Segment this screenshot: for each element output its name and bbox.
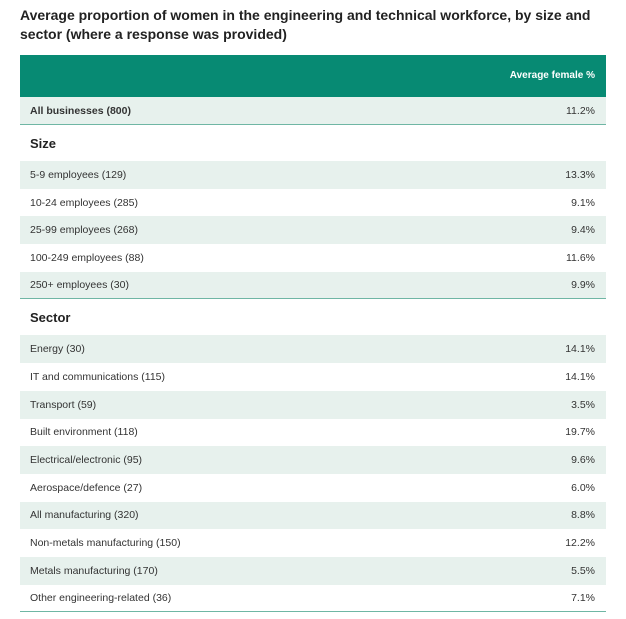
row-value: 8.8% bbox=[571, 509, 595, 522]
table-row-all-businesses bbox=[20, 97, 606, 125]
row-value: 9.1% bbox=[571, 196, 595, 209]
table-row bbox=[20, 189, 606, 217]
table-row bbox=[20, 557, 606, 585]
row-value: 7.1% bbox=[571, 591, 595, 604]
table-row bbox=[20, 161, 606, 189]
row-value: 11.2% bbox=[566, 104, 595, 117]
row-label: Built environment (118) bbox=[30, 426, 138, 439]
table-row bbox=[20, 419, 606, 447]
row-label: Other engineering-related (36) bbox=[30, 591, 172, 604]
row-label: 5-9 employees (129) bbox=[30, 168, 127, 181]
table-row bbox=[20, 446, 606, 474]
row-value: 12.2% bbox=[565, 537, 595, 550]
table-row bbox=[20, 585, 606, 613]
row-label: IT and communications (115) bbox=[30, 370, 166, 383]
row-label: 100-249 employees (88) bbox=[30, 251, 144, 264]
section-heading-size: Size bbox=[30, 135, 57, 151]
row-label: 250+ employees (30) bbox=[30, 279, 129, 292]
table-row bbox=[20, 272, 606, 300]
table-row bbox=[20, 502, 606, 530]
row-label: 10-24 employees (285) bbox=[30, 196, 138, 209]
table-row bbox=[20, 529, 606, 557]
row-label: All businesses (800) bbox=[30, 104, 131, 117]
column-header-average-female: Average female % bbox=[509, 70, 595, 81]
table-row bbox=[20, 363, 606, 391]
row-label: All manufacturing (320) bbox=[30, 509, 139, 522]
row-value: 9.6% bbox=[571, 454, 595, 467]
table-row bbox=[20, 335, 606, 363]
row-label: Transport (59) bbox=[30, 398, 97, 411]
row-value: 5.5% bbox=[571, 564, 595, 577]
row-value: 9.9% bbox=[571, 279, 595, 292]
row-value: 13.3% bbox=[565, 168, 595, 181]
row-value: 6.0% bbox=[571, 481, 595, 494]
table-header bbox=[20, 55, 606, 97]
row-label: Electrical/electronic (95) bbox=[30, 454, 143, 467]
row-label: Aerospace/defence (27) bbox=[30, 481, 143, 494]
row-value: 9.4% bbox=[571, 224, 595, 237]
row-value: 3.5% bbox=[571, 398, 595, 411]
table-row bbox=[20, 474, 606, 502]
row-value: 14.1% bbox=[565, 343, 595, 356]
table-row bbox=[20, 216, 606, 244]
row-label: Energy (30) bbox=[30, 343, 85, 356]
row-value: 19.7% bbox=[565, 426, 595, 439]
section-heading-sector: Sector bbox=[30, 309, 71, 325]
row-value: 11.6% bbox=[566, 251, 595, 264]
row-label: Non-metals manufacturing (150) bbox=[30, 537, 181, 550]
table-row bbox=[20, 244, 606, 272]
row-label: Metals manufacturing (170) bbox=[30, 564, 158, 577]
data-table bbox=[20, 55, 606, 612]
row-value: 14.1% bbox=[565, 370, 595, 383]
row-label: 25-99 employees (268) bbox=[30, 224, 138, 237]
table-row bbox=[20, 391, 606, 419]
table-title: Average proportion of women in the engineering and technical workforce, by size and sector (where a response was provided) bbox=[20, 7, 591, 42]
